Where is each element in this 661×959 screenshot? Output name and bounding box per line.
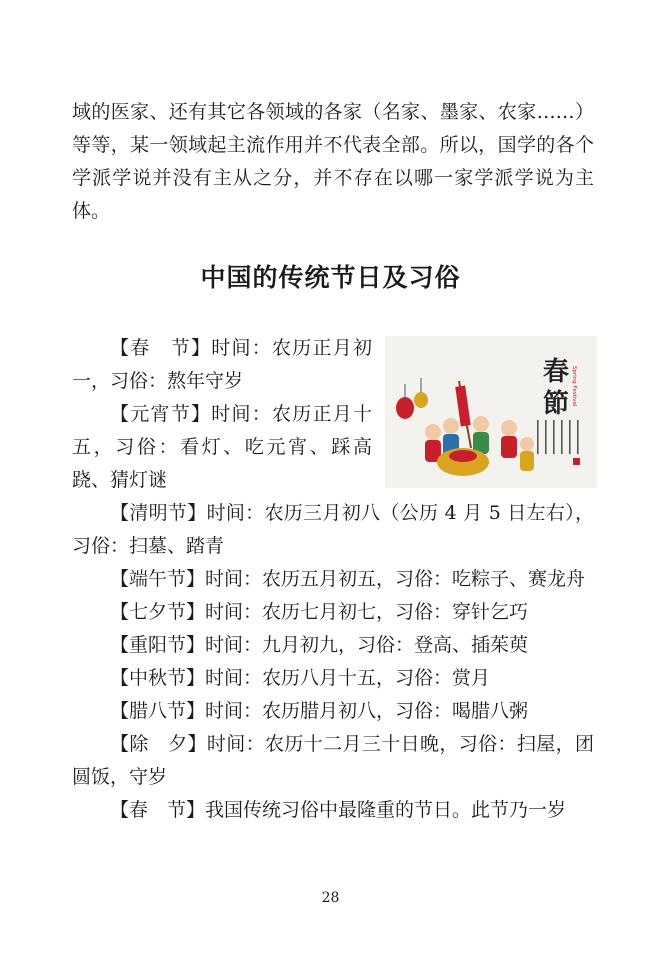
bracket-open: 【 xyxy=(110,403,131,425)
calligraphy-festival: 節 xyxy=(543,389,570,419)
bracket-close: 】 xyxy=(191,403,212,425)
bracket-open: 【 xyxy=(110,634,130,656)
bracket-open: 【 xyxy=(110,700,130,722)
festival-detail: 时间：农历正月十五，习俗：看灯、吃元宵、踩高跷、猜灯谜 xyxy=(72,403,372,491)
bracket-close: 】 xyxy=(186,601,206,623)
festival-name: 春 节 xyxy=(130,337,191,359)
festival-detail: 时间：九月初九，习俗：登高、插茱萸 xyxy=(205,634,529,656)
festival-detail: 时间：农历五月初五，习俗：吃粽子、赛龙舟 xyxy=(205,568,586,590)
festival-detail: 时间：农历七月初七，习俗：穿针乞巧 xyxy=(205,601,529,623)
festival-name: 清明节 xyxy=(129,502,188,524)
festival-entry xyxy=(72,728,594,794)
festival-name: 重阳节 xyxy=(129,634,187,656)
festival-name: 春 节 xyxy=(129,799,187,821)
section-title: 中国的传统节日及习俗 xyxy=(200,263,461,292)
bracket-close: 】 xyxy=(186,568,206,590)
calligraphy-spring: 春 xyxy=(543,357,570,387)
bracket-open: 【 xyxy=(110,337,131,359)
festival-entry xyxy=(72,629,594,662)
bracket-close: 】 xyxy=(187,502,207,524)
festival-entry xyxy=(72,398,372,497)
festival-name: 腊八节 xyxy=(129,700,187,722)
festival-name: 除 夕 xyxy=(129,733,188,755)
page-number: 28 xyxy=(321,890,340,906)
festival-name: 端午节 xyxy=(129,568,187,590)
festival-name: 中秋节 xyxy=(129,667,187,689)
bracket-open: 【 xyxy=(110,733,130,755)
bracket-close: 】 xyxy=(186,634,206,656)
festival-detail: 时间：农历十二月三十日晚，习俗：扫屋，团圆饭，守岁 xyxy=(72,733,594,788)
bracket-open: 【 xyxy=(110,667,130,689)
bracket-open: 【 xyxy=(110,502,130,524)
bracket-open: 【 xyxy=(110,799,130,821)
festival-entry xyxy=(72,794,594,827)
festival-name: 七夕节 xyxy=(129,601,187,623)
festival-entry xyxy=(72,662,594,695)
intro-paragraph: 域的医家、还有其它各领域的各家（名家、墨家、农家……）等等，某一领域起主流作用并不代表全部。所以，国学的各个学派学说并没有主从之分，并不存在以哪一家学派学说为主体。 xyxy=(72,101,594,222)
bracket-close: 】 xyxy=(186,700,206,722)
festival-detail: 时间：农历三月初八（公历 4 月 5 日左右），习俗：扫墓、踏青 xyxy=(72,502,594,557)
festival-entry xyxy=(72,695,594,728)
bracket-open: 【 xyxy=(110,601,130,623)
festival-entry xyxy=(72,563,594,596)
bracket-close: 】 xyxy=(187,733,207,755)
festival-entry xyxy=(72,596,594,629)
english-caption: Spring Festival xyxy=(571,366,577,407)
bracket-open: 【 xyxy=(110,568,130,590)
bracket-close: 】 xyxy=(186,799,206,821)
festival-entry xyxy=(72,497,594,563)
festival-detail: 我国传统习俗中最隆重的节日。此节乃一岁 xyxy=(205,799,567,821)
bracket-close: 】 xyxy=(186,667,206,689)
festival-entry xyxy=(72,332,372,398)
festival-detail: 时间：农历八月十五，习俗：赏月 xyxy=(205,667,491,689)
festival-list xyxy=(72,332,594,827)
festival-detail: 时间：农历腊月初八，习俗：喝腊八粥 xyxy=(205,700,529,722)
festival-name: 元宵节 xyxy=(130,403,191,425)
festival-detail: 时间：农历正月初一，习俗：熬年守岁 xyxy=(72,337,372,392)
bracket-close: 】 xyxy=(191,337,212,359)
